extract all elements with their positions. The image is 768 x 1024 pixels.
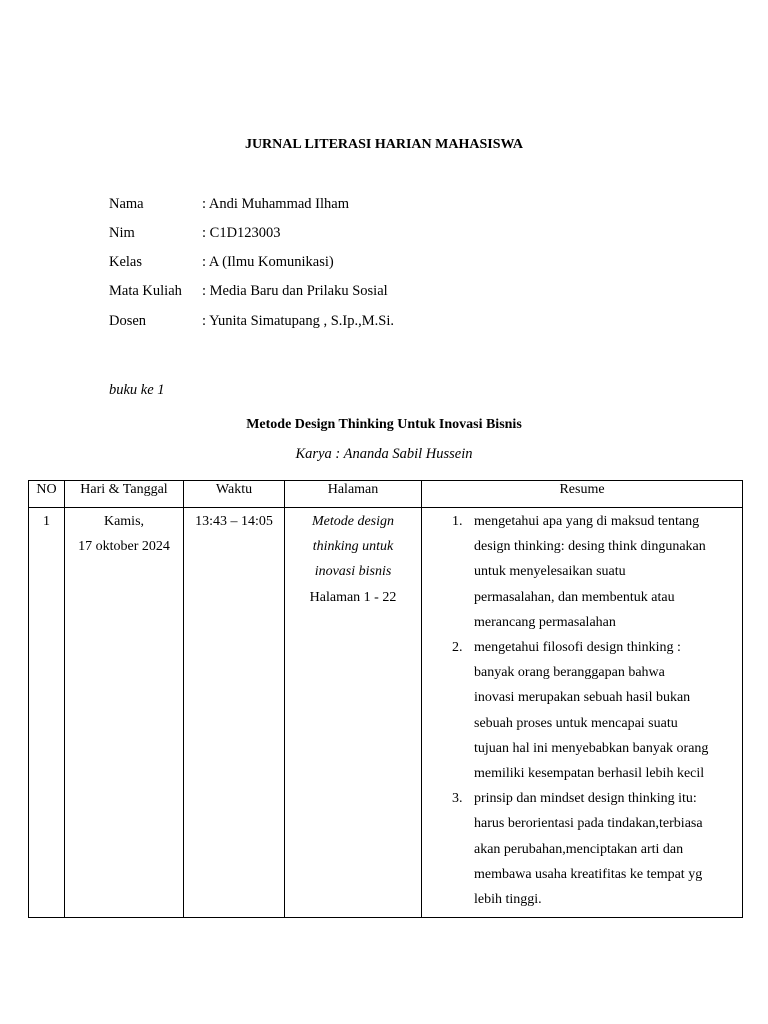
page-title: JURNAL LITERASI HARIAN MAHASISWA <box>244 137 524 152</box>
header-page: Halaman <box>285 481 422 508</box>
header-no: NO <box>29 481 65 508</box>
resume-item <box>422 786 742 912</box>
row-number: 1 <box>43 514 50 529</box>
resume-line: prinsip dan mindset design thinking itu: <box>474 791 697 807</box>
resume-line: merancang permasalahan <box>474 614 616 630</box>
row-day: Kamis, <box>103 514 145 529</box>
resume-line: membawa usaha kreatifitas ke tempat yg <box>474 866 703 882</box>
resume-line: sebuah proses untuk mencapai suatu <box>474 715 678 731</box>
info-label: Nim <box>109 225 135 241</box>
resume-item-number: 1. <box>452 514 463 529</box>
resume-line: harus berorientasi pada tindakan,terbiasa <box>474 816 703 832</box>
info-value: : C1D123003 <box>202 225 281 241</box>
book-author: Karya : Ananda Sabil Hussein <box>295 446 473 462</box>
resume-line: tujuan hal ini menyebabkan banyak orang <box>474 740 709 756</box>
journal-table <box>28 480 743 918</box>
resume-item <box>422 635 742 786</box>
resume-line: mengetahui apa yang di maksud tentang <box>474 514 700 529</box>
header-resume: Resume <box>422 481 743 508</box>
resume-line: lebih tinggi. <box>474 892 542 908</box>
resume-line: mengetahui filosofi design thinking : <box>474 640 681 656</box>
info-value: : Andi Muhammad Ilham <box>202 196 349 212</box>
table-row <box>29 508 743 918</box>
cell-page <box>285 508 422 918</box>
cell-no <box>29 508 65 918</box>
row-page-title-line: thinking untuk <box>312 539 394 555</box>
info-value: : Yunita Simatupang , S.Ip.,M.Si. <box>202 313 394 329</box>
resume-line: memiliki kesempatan berhasil lebih kecil <box>474 766 705 782</box>
header-day-date: Hari & Tanggal <box>65 481 184 508</box>
header-time: Waktu <box>184 481 285 508</box>
resume-line: design thinking: desing think dingunakan <box>474 539 706 555</box>
info-label: Dosen <box>109 313 147 329</box>
info-label: Mata Kuliah <box>109 283 182 299</box>
row-page-range: Halaman 1 - 22 <box>309 589 397 605</box>
cell-resume <box>422 508 743 918</box>
resume-line: inovasi merupakan sebuah hasil bukan <box>474 690 691 706</box>
resume-line: akan perubahan,menciptakan arti dan <box>474 841 684 857</box>
resume-line: banyak orang beranggapan bahwa <box>474 665 665 681</box>
book-title: Metode Design Thinking Untuk Inovasi Bisnis <box>246 417 522 432</box>
row-page-title-line: Metode design <box>311 514 395 529</box>
resume-item-number: 2. <box>452 640 463 656</box>
table-header-row <box>29 481 743 508</box>
resume-item <box>422 509 742 635</box>
cell-day-date <box>65 508 184 918</box>
info-label: Nama <box>109 196 144 212</box>
resume-item-number: 3. <box>452 791 463 807</box>
cell-time <box>184 508 285 918</box>
row-date: 17 oktober 2024 <box>78 539 170 555</box>
info-value: : Media Baru dan Prilaku Sosial <box>202 283 388 299</box>
resume-line: untuk menyelesaikan suatu <box>474 564 626 580</box>
resume-line: permasalahan, dan membentuk atau <box>474 589 675 605</box>
row-page-title-line: inovasi bisnis <box>314 564 392 580</box>
resume-list <box>422 509 742 917</box>
book-number: buku ke 1 <box>109 382 165 398</box>
info-value: : A (Ilmu Komunikasi) <box>202 254 334 270</box>
info-label: Kelas <box>109 254 143 270</box>
row-time: 13:43 – 14:05 <box>195 514 273 529</box>
